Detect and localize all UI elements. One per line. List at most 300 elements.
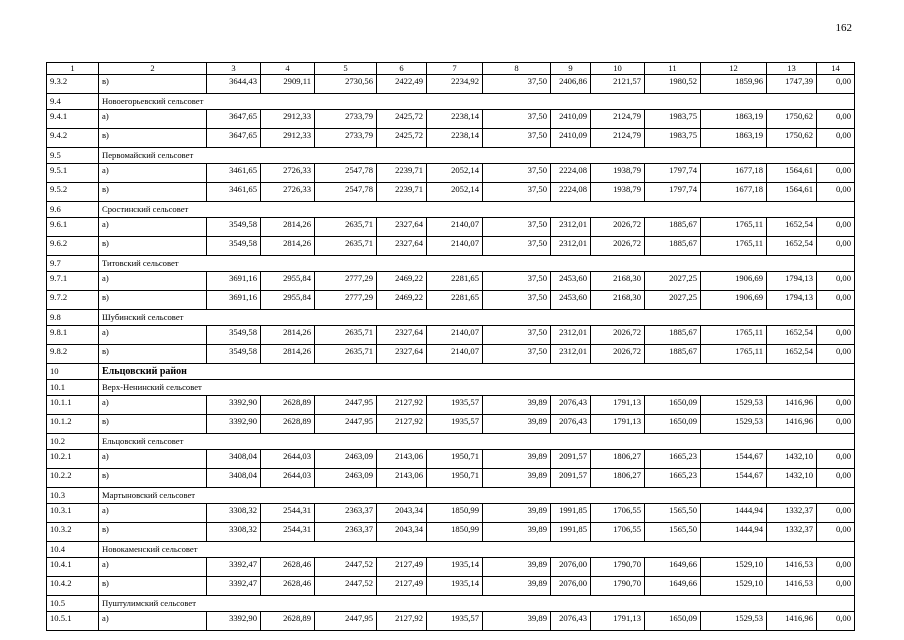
row-label-cell: в) xyxy=(99,577,207,596)
row-code-cell: 10.3.2 xyxy=(47,523,99,542)
value-cell: 1935,57 xyxy=(427,396,483,415)
value-cell: 2076,43 xyxy=(551,612,591,631)
table-row xyxy=(47,291,855,310)
value-cell: 1650,09 xyxy=(645,612,701,631)
table-row xyxy=(47,523,855,542)
value-cell: 2447,95 xyxy=(315,396,377,415)
value-cell: 1432,10 xyxy=(767,450,817,469)
value-cell: 2127,49 xyxy=(377,577,427,596)
value-cell: 0,00 xyxy=(817,523,855,542)
value-cell: 2043,34 xyxy=(377,523,427,542)
value-cell: 2124,79 xyxy=(591,129,645,148)
row-label-cell: а) xyxy=(99,558,207,577)
value-cell: 39,89 xyxy=(483,577,551,596)
row-label-cell: а) xyxy=(99,612,207,631)
value-cell: 39,89 xyxy=(483,504,551,523)
value-cell: 1544,67 xyxy=(701,450,767,469)
value-cell: 1416,96 xyxy=(767,612,817,631)
value-cell: 37,50 xyxy=(483,291,551,310)
value-cell: 2644,03 xyxy=(261,450,315,469)
value-cell: 2312,01 xyxy=(551,218,591,237)
row-label-cell: а) xyxy=(99,272,207,291)
column-number-cell: 4 xyxy=(261,63,315,75)
value-cell: 2410,09 xyxy=(551,110,591,129)
row-code-cell: 9.8.2 xyxy=(47,345,99,364)
value-cell: 37,50 xyxy=(483,272,551,291)
section-code-cell: 9.7 xyxy=(47,256,99,272)
row-code-cell: 9.7.2 xyxy=(47,291,99,310)
row-label-cell: в) xyxy=(99,523,207,542)
value-cell: 39,89 xyxy=(483,612,551,631)
column-number-cell: 1 xyxy=(47,63,99,75)
value-cell: 1935,14 xyxy=(427,558,483,577)
value-cell: 1863,19 xyxy=(701,129,767,148)
row-label-cell: а) xyxy=(99,218,207,237)
value-cell: 3408,04 xyxy=(207,469,261,488)
value-cell: 37,50 xyxy=(483,164,551,183)
value-cell: 1652,54 xyxy=(767,345,817,364)
section-row xyxy=(47,94,855,110)
row-label-cell: а) xyxy=(99,326,207,345)
value-cell: 2224,08 xyxy=(551,164,591,183)
value-cell: 2544,31 xyxy=(261,523,315,542)
value-cell: 1885,67 xyxy=(645,345,701,364)
section-title-cell: Ельцовский район xyxy=(99,364,855,380)
value-cell: 39,89 xyxy=(483,415,551,434)
table-row xyxy=(47,504,855,523)
value-cell: 2544,31 xyxy=(261,504,315,523)
value-cell: 1794,13 xyxy=(767,272,817,291)
table-row xyxy=(47,326,855,345)
row-code-cell: 10.5.1 xyxy=(47,612,99,631)
column-number-cell: 6 xyxy=(377,63,427,75)
value-cell: 2363,37 xyxy=(315,504,377,523)
value-cell: 1416,96 xyxy=(767,396,817,415)
value-cell: 1332,37 xyxy=(767,504,817,523)
value-cell: 2312,01 xyxy=(551,345,591,364)
value-cell: 1650,09 xyxy=(645,415,701,434)
value-cell: 1991,85 xyxy=(551,523,591,542)
value-cell: 2955,84 xyxy=(261,291,315,310)
value-cell: 2327,64 xyxy=(377,345,427,364)
value-cell: 37,50 xyxy=(483,110,551,129)
value-cell: 0,00 xyxy=(817,396,855,415)
column-number-cell: 5 xyxy=(315,63,377,75)
value-cell: 2547,78 xyxy=(315,183,377,202)
column-number-cell: 11 xyxy=(645,63,701,75)
value-cell: 1444,94 xyxy=(701,523,767,542)
value-cell: 1444,94 xyxy=(701,504,767,523)
value-cell: 37,50 xyxy=(483,345,551,364)
value-cell: 2327,64 xyxy=(377,326,427,345)
value-cell: 1416,96 xyxy=(767,415,817,434)
value-cell: 2091,57 xyxy=(551,450,591,469)
value-cell: 2168,30 xyxy=(591,272,645,291)
value-cell: 0,00 xyxy=(817,129,855,148)
value-cell: 1665,23 xyxy=(645,469,701,488)
section-code-cell: 9.6 xyxy=(47,202,99,218)
row-code-cell: 10.3.1 xyxy=(47,504,99,523)
value-cell: 2628,89 xyxy=(261,396,315,415)
value-cell: 1885,67 xyxy=(645,326,701,345)
value-cell: 2955,84 xyxy=(261,272,315,291)
value-cell: 1652,54 xyxy=(767,237,817,256)
row-code-cell: 9.7.1 xyxy=(47,272,99,291)
value-cell: 2730,56 xyxy=(315,75,377,94)
section-code-cell: 10.4 xyxy=(47,542,99,558)
value-cell: 2168,30 xyxy=(591,291,645,310)
value-cell: 1791,13 xyxy=(591,396,645,415)
value-cell: 2076,00 xyxy=(551,577,591,596)
row-code-cell: 10.1.2 xyxy=(47,415,99,434)
value-cell: 2140,07 xyxy=(427,237,483,256)
value-cell: 2281,65 xyxy=(427,291,483,310)
value-cell: 2026,72 xyxy=(591,218,645,237)
value-cell: 0,00 xyxy=(817,218,855,237)
row-label-cell: в) xyxy=(99,183,207,202)
district-row xyxy=(47,364,855,380)
section-row xyxy=(47,310,855,326)
value-cell: 2425,72 xyxy=(377,129,427,148)
value-cell: 2127,49 xyxy=(377,558,427,577)
value-cell: 2281,65 xyxy=(427,272,483,291)
value-cell: 1765,11 xyxy=(701,345,767,364)
value-cell: 2238,14 xyxy=(427,129,483,148)
value-cell: 2644,03 xyxy=(261,469,315,488)
value-cell: 2140,07 xyxy=(427,345,483,364)
value-cell: 3461,65 xyxy=(207,164,261,183)
value-cell: 1906,69 xyxy=(701,272,767,291)
value-cell: 2312,01 xyxy=(551,237,591,256)
value-cell: 37,50 xyxy=(483,75,551,94)
value-cell: 2143,06 xyxy=(377,469,427,488)
row-label-cell: а) xyxy=(99,396,207,415)
value-cell: 2363,37 xyxy=(315,523,377,542)
row-label-cell: а) xyxy=(99,110,207,129)
value-cell: 2635,71 xyxy=(315,218,377,237)
value-cell: 0,00 xyxy=(817,326,855,345)
column-number-cell: 12 xyxy=(701,63,767,75)
section-code-cell: 10 xyxy=(47,364,99,380)
value-cell: 0,00 xyxy=(817,164,855,183)
section-title-cell: Сростинский сельсовет xyxy=(99,202,855,218)
value-cell: 2777,29 xyxy=(315,291,377,310)
value-cell: 1529,53 xyxy=(701,396,767,415)
row-code-cell: 9.5.2 xyxy=(47,183,99,202)
tariff-table xyxy=(46,62,855,631)
value-cell: 0,00 xyxy=(817,237,855,256)
section-title-cell: Пуштулимский сельсовет xyxy=(99,596,855,612)
table-row xyxy=(47,345,855,364)
value-cell: 2814,26 xyxy=(261,326,315,345)
value-cell: 2628,89 xyxy=(261,415,315,434)
row-code-cell: 10.4.2 xyxy=(47,577,99,596)
row-code-cell: 10.4.1 xyxy=(47,558,99,577)
section-code-cell: 10.1 xyxy=(47,380,99,396)
value-cell: 1529,53 xyxy=(701,415,767,434)
value-cell: 2124,79 xyxy=(591,110,645,129)
section-title-cell: Верх-Ненинский сельсовет xyxy=(99,380,855,396)
value-cell: 2076,43 xyxy=(551,415,591,434)
value-cell: 2733,79 xyxy=(315,129,377,148)
value-cell: 3392,47 xyxy=(207,558,261,577)
table-row xyxy=(47,396,855,415)
section-code-cell: 9.4 xyxy=(47,94,99,110)
value-cell: 2628,46 xyxy=(261,558,315,577)
value-cell: 1863,19 xyxy=(701,110,767,129)
section-title-cell: Первомайский сельсовет xyxy=(99,148,855,164)
table-row xyxy=(47,218,855,237)
value-cell: 2635,71 xyxy=(315,326,377,345)
value-cell: 2127,92 xyxy=(377,415,427,434)
value-cell: 37,50 xyxy=(483,326,551,345)
row-code-cell: 10.1.1 xyxy=(47,396,99,415)
row-label-cell: в) xyxy=(99,129,207,148)
value-cell: 1790,70 xyxy=(591,558,645,577)
value-cell: 3461,65 xyxy=(207,183,261,202)
value-cell: 2447,95 xyxy=(315,612,377,631)
table-row xyxy=(47,110,855,129)
value-cell: 1991,85 xyxy=(551,504,591,523)
value-cell: 1765,11 xyxy=(701,237,767,256)
value-cell: 2777,29 xyxy=(315,272,377,291)
value-cell: 2406,86 xyxy=(551,75,591,94)
value-cell: 2912,33 xyxy=(261,110,315,129)
value-cell: 1935,57 xyxy=(427,415,483,434)
value-cell: 1650,09 xyxy=(645,396,701,415)
value-cell: 1950,71 xyxy=(427,450,483,469)
value-cell: 1565,50 xyxy=(645,504,701,523)
value-cell: 39,89 xyxy=(483,396,551,415)
table-row xyxy=(47,558,855,577)
value-cell: 0,00 xyxy=(817,415,855,434)
row-code-cell: 9.6.1 xyxy=(47,218,99,237)
column-number-cell: 9 xyxy=(551,63,591,75)
value-cell: 1885,67 xyxy=(645,237,701,256)
row-label-cell: а) xyxy=(99,450,207,469)
section-row xyxy=(47,596,855,612)
row-code-cell: 9.6.2 xyxy=(47,237,99,256)
value-cell: 1938,79 xyxy=(591,183,645,202)
value-cell: 0,00 xyxy=(817,612,855,631)
value-cell: 2143,06 xyxy=(377,450,427,469)
row-code-cell: 10.2.2 xyxy=(47,469,99,488)
value-cell: 1850,99 xyxy=(427,523,483,542)
column-number-cell: 13 xyxy=(767,63,817,75)
value-cell: 1790,70 xyxy=(591,577,645,596)
value-cell: 1416,53 xyxy=(767,558,817,577)
section-title-cell: Титовский сельсовет xyxy=(99,256,855,272)
value-cell: 2140,07 xyxy=(427,326,483,345)
value-cell: 1859,96 xyxy=(701,75,767,94)
section-row xyxy=(47,488,855,504)
value-cell: 2027,25 xyxy=(645,291,701,310)
table-row xyxy=(47,469,855,488)
value-cell: 0,00 xyxy=(817,577,855,596)
value-cell: 3308,32 xyxy=(207,504,261,523)
value-cell: 1794,13 xyxy=(767,291,817,310)
section-title-cell: Мартыновский сельсовет xyxy=(99,488,855,504)
value-cell: 1706,55 xyxy=(591,504,645,523)
value-cell: 39,89 xyxy=(483,450,551,469)
value-cell: 2327,64 xyxy=(377,218,427,237)
value-cell: 3549,58 xyxy=(207,237,261,256)
value-cell: 2447,95 xyxy=(315,415,377,434)
value-cell: 2726,33 xyxy=(261,183,315,202)
value-cell: 1652,54 xyxy=(767,218,817,237)
value-cell: 2425,72 xyxy=(377,110,427,129)
value-cell: 1649,66 xyxy=(645,577,701,596)
value-cell: 0,00 xyxy=(817,469,855,488)
value-cell: 2814,26 xyxy=(261,345,315,364)
value-cell: 1416,53 xyxy=(767,577,817,596)
value-cell: 0,00 xyxy=(817,450,855,469)
value-cell: 0,00 xyxy=(817,345,855,364)
section-row xyxy=(47,542,855,558)
value-cell: 1432,10 xyxy=(767,469,817,488)
value-cell: 3392,90 xyxy=(207,415,261,434)
value-cell: 39,89 xyxy=(483,469,551,488)
value-cell: 2239,71 xyxy=(377,164,427,183)
value-cell: 3691,16 xyxy=(207,291,261,310)
column-number-cell: 8 xyxy=(483,63,551,75)
value-cell: 1806,27 xyxy=(591,469,645,488)
value-cell: 2224,08 xyxy=(551,183,591,202)
column-number-cell: 14 xyxy=(817,63,855,75)
row-code-cell: 9.3.2 xyxy=(47,75,99,94)
row-label-cell: в) xyxy=(99,291,207,310)
value-cell: 1332,37 xyxy=(767,523,817,542)
value-cell: 2733,79 xyxy=(315,110,377,129)
value-cell: 37,50 xyxy=(483,129,551,148)
value-cell: 0,00 xyxy=(817,75,855,94)
value-cell: 3392,90 xyxy=(207,396,261,415)
value-cell: 2628,46 xyxy=(261,577,315,596)
value-cell: 3647,65 xyxy=(207,110,261,129)
value-cell: 39,89 xyxy=(483,523,551,542)
section-title-cell: Новоегорьевский сельсовет xyxy=(99,94,855,110)
section-code-cell: 10.2 xyxy=(47,434,99,450)
value-cell: 3647,65 xyxy=(207,129,261,148)
value-cell: 39,89 xyxy=(483,558,551,577)
row-code-cell: 9.4.2 xyxy=(47,129,99,148)
column-number-cell: 7 xyxy=(427,63,483,75)
section-row xyxy=(47,380,855,396)
value-cell: 1791,13 xyxy=(591,612,645,631)
table-row xyxy=(47,183,855,202)
value-cell: 2043,34 xyxy=(377,504,427,523)
value-cell: 1765,11 xyxy=(701,326,767,345)
column-number-row xyxy=(47,63,855,75)
section-code-cell: 10.3 xyxy=(47,488,99,504)
value-cell: 2312,01 xyxy=(551,326,591,345)
section-row xyxy=(47,256,855,272)
value-cell: 2052,14 xyxy=(427,183,483,202)
value-cell: 2726,33 xyxy=(261,164,315,183)
row-label-cell: а) xyxy=(99,504,207,523)
section-row xyxy=(47,434,855,450)
table-row xyxy=(47,450,855,469)
column-number-cell: 2 xyxy=(99,63,207,75)
section-code-cell: 9.5 xyxy=(47,148,99,164)
row-code-cell: 9.8.1 xyxy=(47,326,99,345)
value-cell: 1806,27 xyxy=(591,450,645,469)
value-cell: 2076,43 xyxy=(551,396,591,415)
value-cell: 1649,66 xyxy=(645,558,701,577)
row-code-cell: 9.5.1 xyxy=(47,164,99,183)
table-row xyxy=(47,75,855,94)
value-cell: 2547,78 xyxy=(315,164,377,183)
value-cell: 2912,33 xyxy=(261,129,315,148)
value-cell: 1677,18 xyxy=(701,183,767,202)
value-cell: 0,00 xyxy=(817,504,855,523)
value-cell: 1797,74 xyxy=(645,183,701,202)
value-cell: 2052,14 xyxy=(427,164,483,183)
value-cell: 1797,74 xyxy=(645,164,701,183)
table-row xyxy=(47,415,855,434)
value-cell: 1564,61 xyxy=(767,164,817,183)
value-cell: 2463,09 xyxy=(315,469,377,488)
value-cell: 1750,62 xyxy=(767,110,817,129)
value-cell: 2127,92 xyxy=(377,396,427,415)
value-cell: 3549,58 xyxy=(207,345,261,364)
value-cell: 2026,72 xyxy=(591,237,645,256)
value-cell: 1750,62 xyxy=(767,129,817,148)
value-cell: 2447,52 xyxy=(315,577,377,596)
value-cell: 1765,11 xyxy=(701,218,767,237)
row-label-cell: в) xyxy=(99,345,207,364)
value-cell: 2327,64 xyxy=(377,237,427,256)
section-row xyxy=(47,148,855,164)
value-cell: 0,00 xyxy=(817,183,855,202)
value-cell: 3308,32 xyxy=(207,523,261,542)
table-body xyxy=(47,63,855,631)
value-cell: 1544,67 xyxy=(701,469,767,488)
value-cell: 2463,09 xyxy=(315,450,377,469)
section-title-cell: Шубинский сельсовет xyxy=(99,310,855,326)
value-cell: 3392,47 xyxy=(207,577,261,596)
row-code-cell: 9.4.1 xyxy=(47,110,99,129)
value-cell: 1665,23 xyxy=(645,450,701,469)
value-cell: 2814,26 xyxy=(261,218,315,237)
section-code-cell: 9.8 xyxy=(47,310,99,326)
value-cell: 2635,71 xyxy=(315,345,377,364)
value-cell: 2027,25 xyxy=(645,272,701,291)
value-cell: 3644,43 xyxy=(207,75,261,94)
value-cell: 1565,50 xyxy=(645,523,701,542)
value-cell: 2422,49 xyxy=(377,75,427,94)
value-cell: 1980,52 xyxy=(645,75,701,94)
table-row xyxy=(47,577,855,596)
value-cell: 1529,53 xyxy=(701,612,767,631)
value-cell: 1850,99 xyxy=(427,504,483,523)
value-cell: 2026,72 xyxy=(591,326,645,345)
value-cell: 1706,55 xyxy=(591,523,645,542)
value-cell: 3392,90 xyxy=(207,612,261,631)
value-cell: 0,00 xyxy=(817,558,855,577)
value-cell: 3549,58 xyxy=(207,326,261,345)
value-cell: 1747,39 xyxy=(767,75,817,94)
value-cell: 1564,61 xyxy=(767,183,817,202)
value-cell: 1677,18 xyxy=(701,164,767,183)
value-cell: 1529,10 xyxy=(701,558,767,577)
value-cell: 1950,71 xyxy=(427,469,483,488)
table-row xyxy=(47,164,855,183)
table-row xyxy=(47,612,855,631)
section-title-cell: Новокаменский сельсовет xyxy=(99,542,855,558)
row-code-cell: 10.2.1 xyxy=(47,450,99,469)
value-cell: 1652,54 xyxy=(767,326,817,345)
